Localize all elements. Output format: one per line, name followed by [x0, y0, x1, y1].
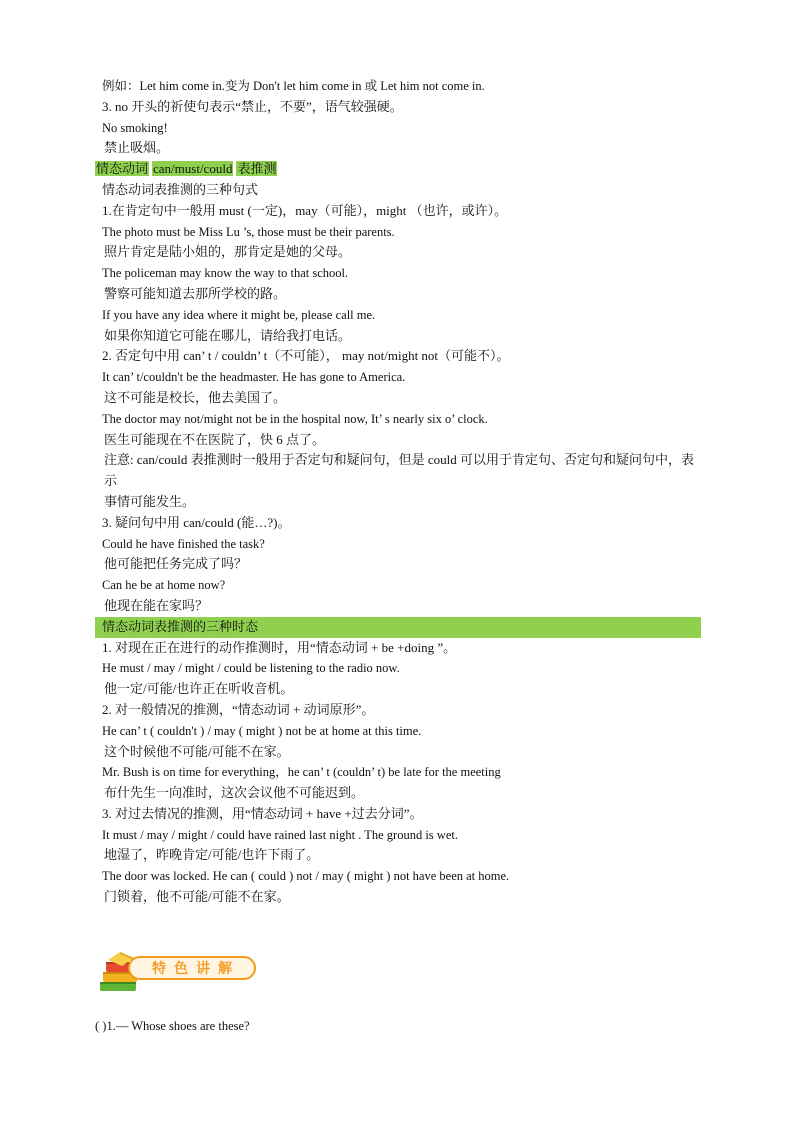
- example-english: Can he be at home now?: [102, 578, 226, 593]
- example-translation: 地湿了，昨晚肯定/可能/也许下雨了。: [104, 847, 320, 863]
- example-english: Mr. Bush is on time for everything，he can’ t (couldn’ t) be late for the meeting: [102, 765, 501, 780]
- badge-pill: [128, 956, 256, 980]
- section-heading-three-tenses: 情态动词表推测的三种时态: [95, 617, 701, 638]
- example-translation: 他一定/可能/也许正在听收音机。: [104, 681, 294, 697]
- note-paragraph: 注意: can/could 表推测时一般用于否定句和疑问句，但是 could 可以用于肯定句、否定句和疑问句中，表示: [104, 452, 695, 489]
- content-body: [95, 76, 707, 908]
- example-translation: 警察可能知道去那所学校的路。: [104, 285, 287, 301]
- example-english: It can’ t/couldn't be the headmaster. He has gone to America.: [102, 370, 406, 385]
- subheading-three-patterns: 情态动词表推测的三种句式: [102, 181, 259, 197]
- example-english: The door was locked. He can ( could ) not / may ( might ) not have been at home.: [102, 869, 510, 884]
- rule-question: 3. 疑问句中用 can/could (能…?)。: [102, 514, 291, 530]
- example-english: The doctor may not/might not be in the hospital now, It’ s nearly six o’ clock.: [102, 411, 488, 426]
- rule-general: 2. 对一般情况的推测，“情态动词 + 动词原形”。: [102, 701, 375, 717]
- example-translation: 布什先生一向准时，这次会议他不可能迟到。: [104, 785, 365, 801]
- example-translation: 照片肯定是陆小姐的，那肯定是她的父母。: [104, 244, 352, 260]
- example-english: Could he have finished the task?: [102, 536, 265, 551]
- example-english: If you have any idea where it might be, please call me.: [102, 307, 376, 322]
- heading-highlight-1: 情态动词: [96, 161, 149, 177]
- example-english: No smoking!: [102, 120, 168, 135]
- example-english: It must / may / might / could have rained last night . The ground is wet.: [102, 827, 458, 842]
- example-english: The policeman may know the way to that school.: [102, 266, 349, 281]
- example-translation: 如果你知道它可能在哪儿，请给我打电话。: [104, 327, 352, 343]
- example-translation: 医生可能现在不在医院了，快 6 点了。: [104, 431, 326, 447]
- heading-highlight-3: 表推测: [237, 161, 277, 177]
- note-continuation: 事情可能发生。: [104, 493, 196, 509]
- example-translation: 他可能把任务完成了吗？: [104, 556, 248, 572]
- section-heading-modal-verbs: [95, 159, 707, 180]
- heading-highlight-2: can/must/could: [153, 161, 233, 177]
- example-translation: 门锁着，他不可能/可能不在家。: [104, 889, 290, 905]
- example-translation: 这个时候他不可能/可能不在家。: [104, 743, 290, 759]
- feature-badge: [96, 948, 266, 998]
- rule-affirmative: 1.在肯定句中一般用 must (一定)，may（可能），might （也许，或许）。: [102, 202, 508, 218]
- example-english: He can’ t ( couldn't ) / may ( might ) not be at home at this time.: [102, 723, 422, 738]
- example-translation: 这不可能是校长，他去美国了。: [104, 389, 287, 405]
- example-english: The photo must be Miss Lu ’s, those must be their parents.: [102, 224, 395, 239]
- rule-negative: 2. 否定句中用 can’ t / couldn’ t（不可能）， may not/might not（可能不）。: [102, 348, 510, 364]
- rule-present-continuous: 1. 对现在正在进行的动作推测时，用“情态动词 + be +doing ”。: [102, 639, 457, 655]
- question-item: ( )1.— Whose shoes are these?: [95, 1019, 250, 1033]
- example-line: 例如：Let him come in.变为 Don't let him come in 或 Let him not come in.: [102, 79, 485, 93]
- rule-no-imperative: 3. no 开头的祈使句表示“禁止，不要”，语气较强硬。: [102, 98, 403, 114]
- example-english: He must / may / might / could be listening to the radio now.: [102, 661, 400, 676]
- example-translation: 禁止吸烟。: [104, 140, 170, 156]
- example-translation: 他现在能在家吗？: [104, 597, 209, 613]
- badge-label: 特色讲解: [152, 961, 240, 977]
- rule-past: 3. 对过去情况的推测，用“情态动词 + have +过去分词”。: [102, 805, 423, 821]
